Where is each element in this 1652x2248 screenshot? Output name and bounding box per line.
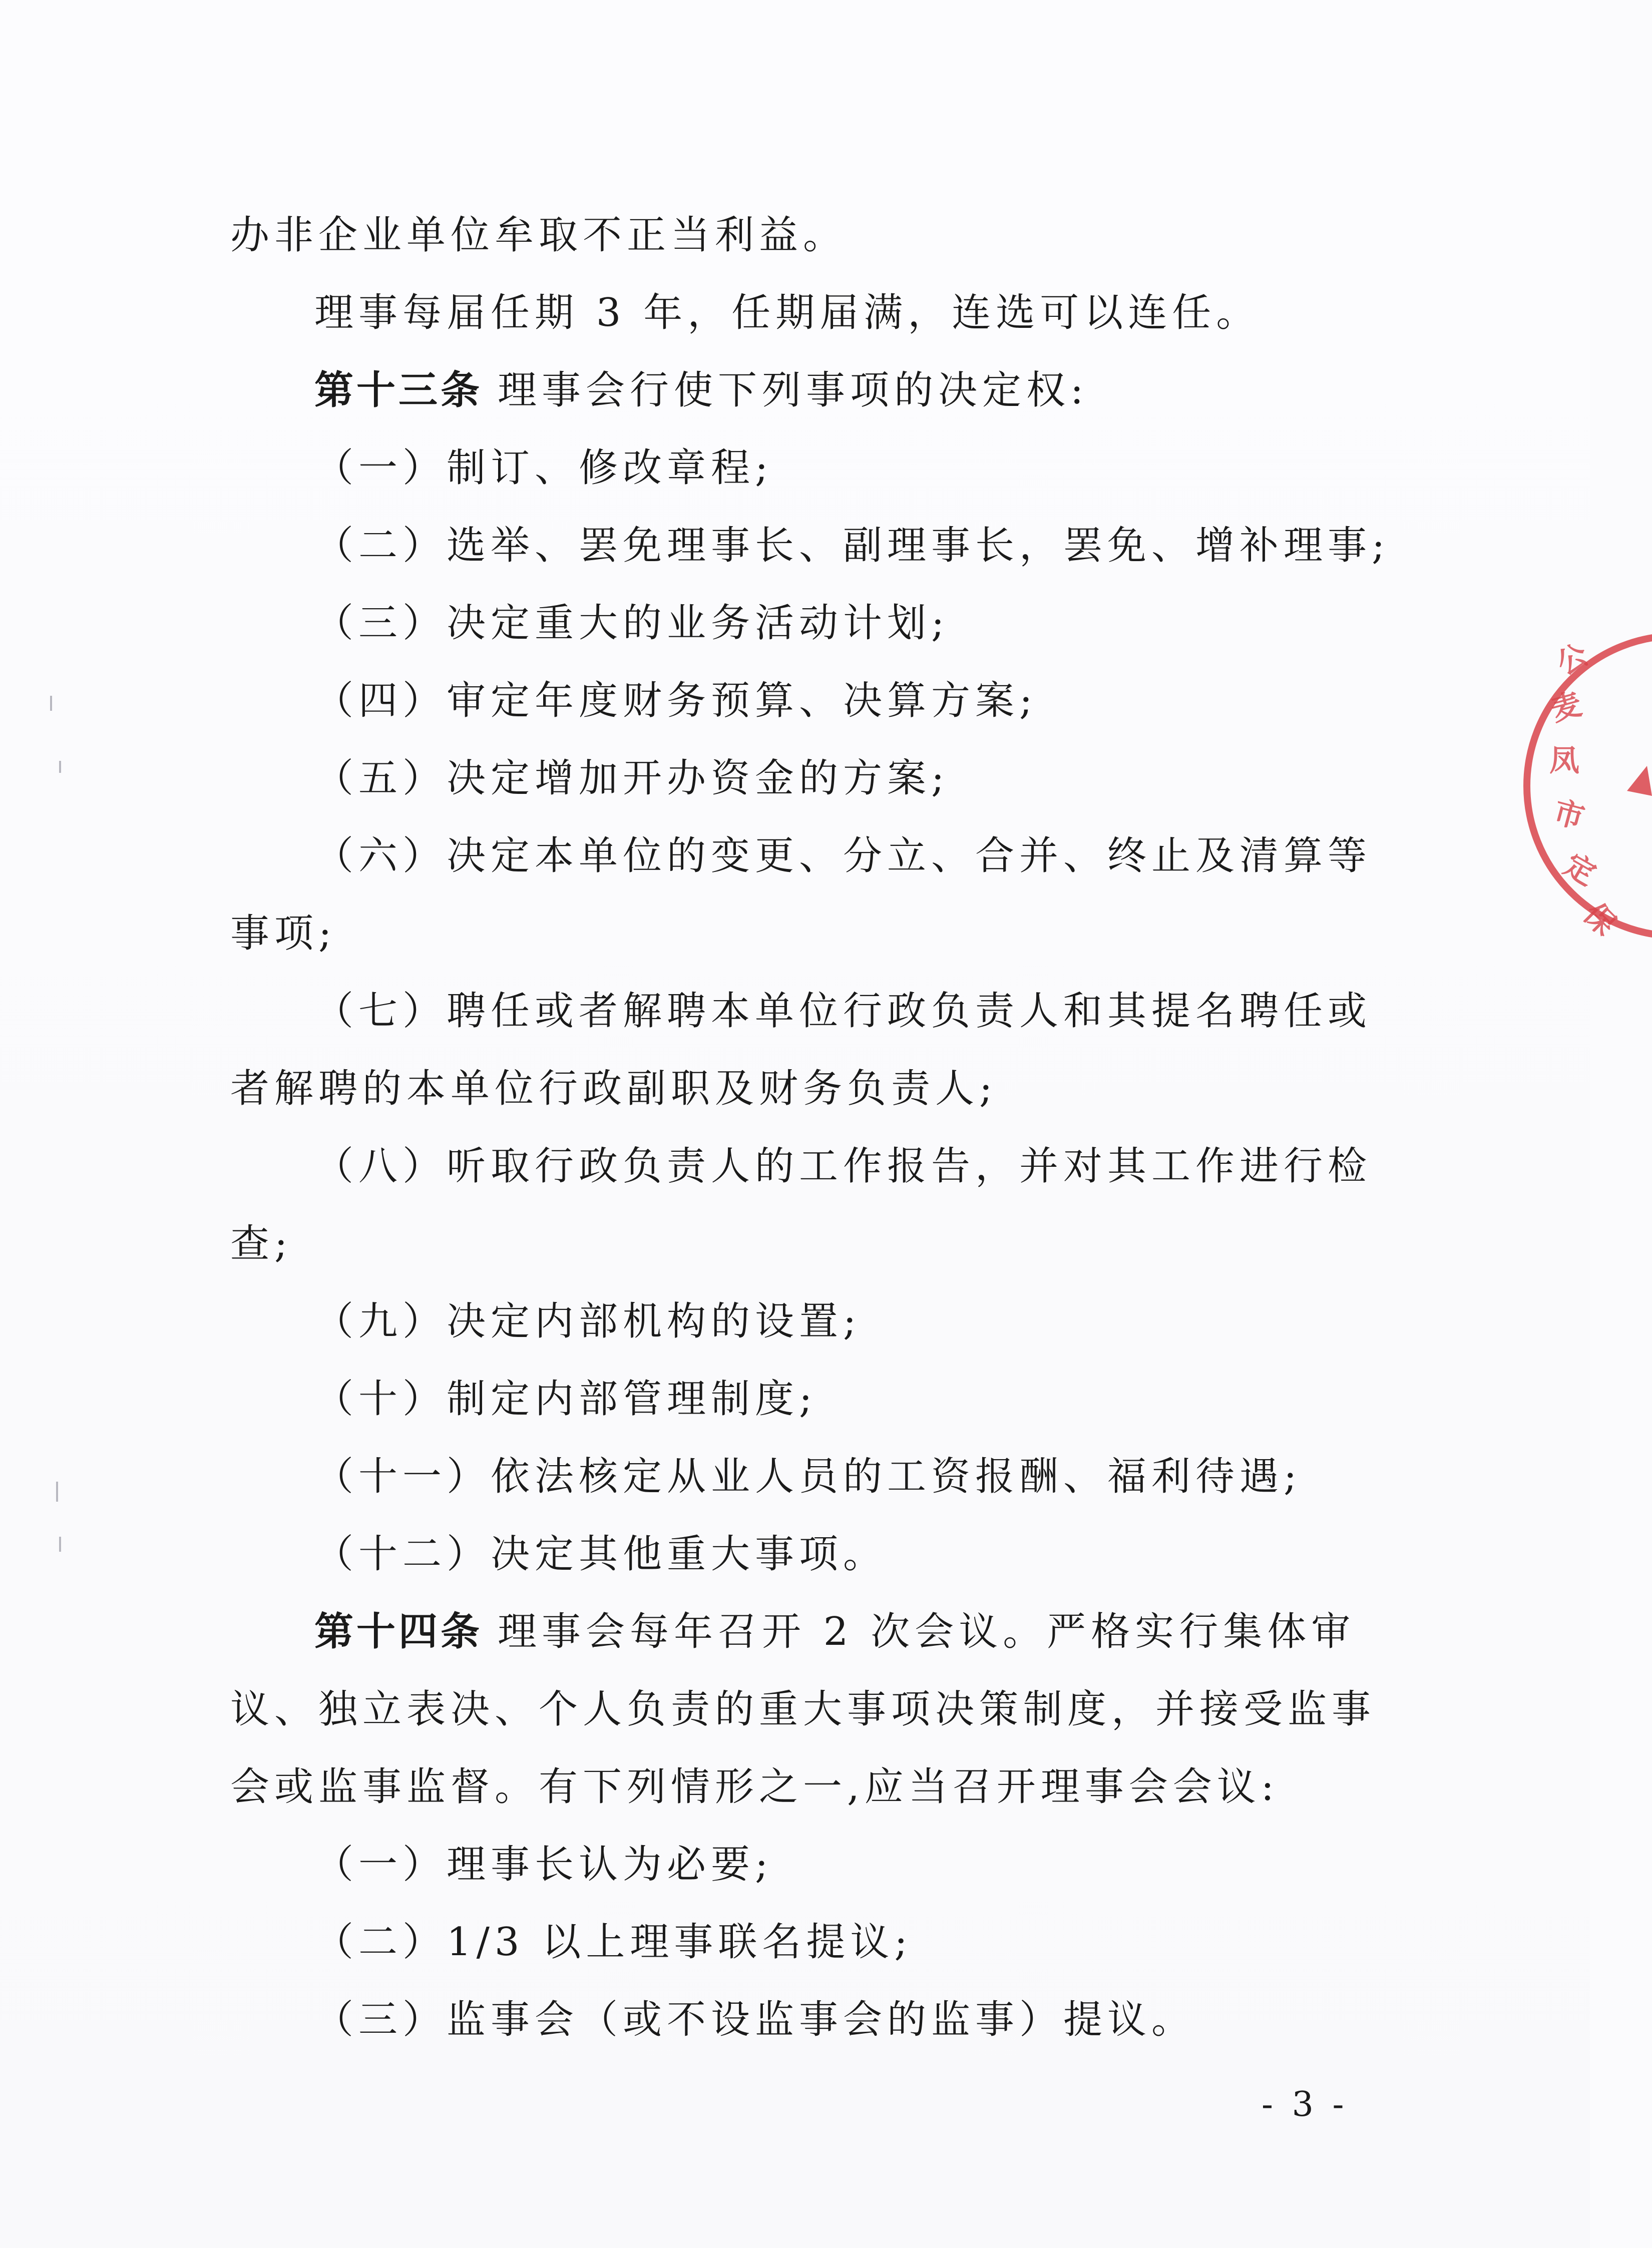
scan-mark [59, 1537, 61, 1552]
list-item [314, 1374, 1436, 1424]
line-text: （九）决定内部机构的设置; [314, 1299, 862, 1344]
list-item [314, 1995, 1436, 2045]
svg-text:定: 定 [1558, 847, 1602, 892]
scan-mark [56, 1482, 58, 1502]
text-line-1 [230, 210, 1352, 260]
seal-star [1627, 766, 1652, 796]
line-text: （三）监事会（或不设监事会的监事）提议。 [314, 1997, 1196, 2042]
list-item-continuation [230, 1064, 1352, 1114]
list-item [314, 986, 1436, 1036]
list-item [314, 831, 1436, 881]
line-text: （一）制订、修改章程; [314, 445, 773, 491]
scan-mark [50, 696, 52, 711]
list-item [314, 521, 1436, 571]
line-text: 办非企业单位牟取不正当利益。 [230, 213, 848, 258]
line-text: 理事会每年召开 2 次会议。严格实行集体审 [498, 1609, 1356, 1654]
line-text: （八）听取行政负责人的工作报告，并对其工作进行检 [314, 1144, 1372, 1189]
line-text: （五）决定增加开办资金的方案; [314, 756, 950, 801]
list-item-continuation [230, 909, 1352, 959]
line-text: 会或监事监督。有下列情形之一,应当召开理事会会议: [230, 1764, 1280, 1810]
list-item [314, 1452, 1436, 1502]
list-item [314, 1296, 1436, 1346]
line-text: 理事每届任期 3 年，任期届满，连选可以连任。 [314, 290, 1261, 335]
svg-text:公: 公 [1550, 637, 1594, 682]
line-text: 事项; [230, 911, 337, 956]
paragraph-continuation [230, 1762, 1352, 1812]
list-item [314, 753, 1436, 803]
line-text: （十二）决定其他重大事项。 [314, 1532, 888, 1577]
official-seal-stamp [1512, 621, 1652, 941]
svg-text:麦: 麦 [1547, 686, 1585, 728]
line-text: （三）决定重大的业务活动计划; [314, 601, 950, 646]
svg-text:保: 保 [1576, 896, 1623, 943]
line-text: （二）1/3 以上理事联名提议; [314, 1920, 913, 1965]
text-line-2 [314, 288, 1436, 338]
list-item [314, 1141, 1436, 1191]
article-number: 第十四条 [314, 1609, 483, 1654]
list-item [314, 598, 1436, 648]
line-text: （一）理事长认为必要; [314, 1842, 773, 1887]
line-text: （六）决定本单位的变更、分立、合并、终止及清算等 [314, 833, 1372, 878]
svg-text:凤: 凤 [1549, 743, 1579, 778]
line-text: （十）制定内部管理制度; [314, 1377, 817, 1422]
line-text: 议、独立表决、个人负责的重大事项决策制度，并接受监事 [230, 1687, 1376, 1732]
line-text: （二）选举、罢免理事长、副理事长，罢免、增补理事; [314, 523, 1390, 568]
line-text: 者解聘的本单位行政副职及财务负责人; [230, 1066, 998, 1111]
page-number: - 3 - [1262, 2085, 1348, 2124]
line-text: 查; [230, 1221, 293, 1266]
list-item [314, 443, 1436, 493]
svg-text:市: 市 [1550, 794, 1588, 836]
paragraph-continuation [230, 1684, 1376, 1734]
list-item [314, 1529, 1436, 1579]
list-item [314, 676, 1436, 726]
list-item [314, 1840, 1436, 1890]
list-item [314, 1917, 1436, 1967]
line-text: （七）聘任或者解聘本单位行政负责人和其提名聘任或 [314, 989, 1372, 1034]
article-14-heading [314, 1607, 1436, 1657]
line-text: （四）审定年度财务预算、决算方案; [314, 678, 1038, 723]
list-item-continuation [230, 1219, 1352, 1269]
scan-mark [59, 761, 61, 773]
article-number: 第十三条 [314, 368, 483, 413]
line-text: （十一）依法核定从业人员的工资报酬、福利待遇; [314, 1454, 1302, 1499]
article-13-heading [314, 365, 1436, 415]
line-text: 理事会行使下列事项的决定权: [498, 368, 1089, 413]
